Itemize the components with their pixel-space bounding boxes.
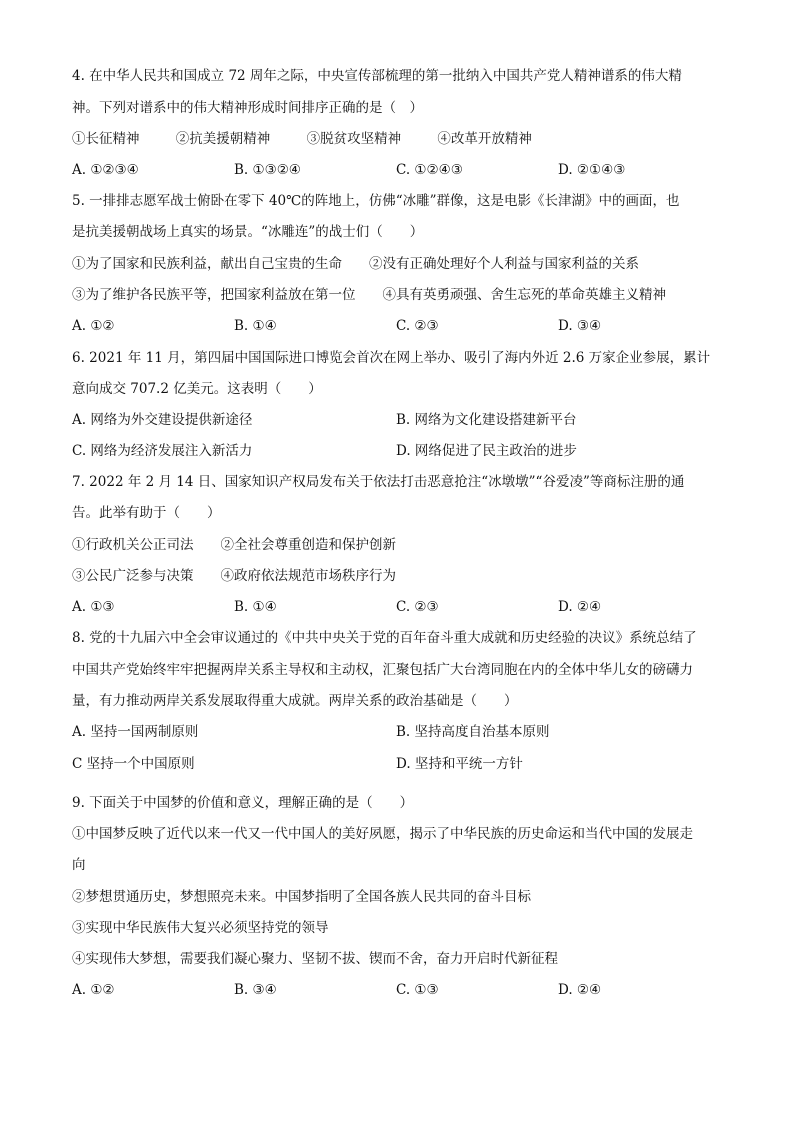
q5-option-a[interactable]: A. ①② xyxy=(72,318,115,334)
q4-option-c[interactable]: C. ①②④③ xyxy=(396,162,463,178)
q9-options xyxy=(72,980,722,1000)
q4-item-2: ②抗美援朝精神 xyxy=(175,131,271,147)
q8-option-a[interactable]: A. 坚持一国两制原则 xyxy=(72,724,199,740)
q4-stem-line2: 神。下列对谱系中的伟大精神形成时间排序正确的是（ ） xyxy=(72,100,423,116)
q8-option-b[interactable]: B. 坚持高度自治基本原则 xyxy=(396,724,550,740)
q7-items-line2: ③公民广泛参与决策 ④政府依法规范市场秩序行为 xyxy=(72,568,396,584)
q8-stem-line1: 8. 党的十九届六中全会审议通过的《中共中央关于党的百年奋斗重大成就和历史经验的决议》系统总结了 xyxy=(72,630,697,646)
q4-items xyxy=(72,129,564,149)
q5-stem-line1: 5. 一排排志愿军战士俯卧在零下 40℃的阵地上，仿佛“冰雕”群像，这是电影《长津湖》中的画面，也 xyxy=(72,193,680,209)
q7-option-b[interactable]: B. ①④ xyxy=(234,599,277,615)
q7-stem-line1: 7. 2022 年 2 月 14 日、国家知识产权局发布关于依法打击恶意抢注“冰墩墩”“谷爱凌”等商标注册的通 xyxy=(72,474,685,490)
q4-stem-line1: 4. 在中华人民共和国成立 72 周年之际，中央宣传部梳理的第一批纳入中国共产党人精神谱系的伟大精 xyxy=(72,68,682,84)
q9-item-1-line1: ①中国梦反映了近代以来一代又一代中国人的美好夙愿，揭示了中华民族的历史命运和当代中国的发展走 xyxy=(72,826,693,842)
q9-option-b[interactable]: B. ③④ xyxy=(234,982,277,998)
q5-option-c[interactable]: C. ②③ xyxy=(396,318,439,334)
q8-option-c[interactable]: C 坚持一个中国原则 xyxy=(72,756,195,772)
q6-option-a[interactable]: A. 网络为外交建设提供新途径 xyxy=(72,412,253,428)
q5-options xyxy=(72,316,722,336)
q4-item-3: ③脱贫攻坚精神 xyxy=(306,131,402,147)
q8-options-row1 xyxy=(72,722,722,742)
q6-option-c[interactable]: C. 网络为经济发展注入新活力 xyxy=(72,443,253,459)
q9-item-2: ②梦想贯通历史，梦想照亮未来。中国梦指明了全国各族人民共同的奋斗目标 xyxy=(72,889,531,905)
q6-options-row2 xyxy=(72,441,722,461)
q9-item-4: ④实现伟大梦想，需要我们凝心聚力、坚韧不拔、锲而不舍，奋力开启时代新征程 xyxy=(72,951,558,967)
q9-option-d[interactable]: D. ②④ xyxy=(558,982,602,998)
q4-item-4: ④改革开放精神 xyxy=(437,131,532,147)
q5-option-b[interactable]: B. ①④ xyxy=(234,318,277,334)
q4-option-b[interactable]: B. ①③②④ xyxy=(234,162,301,178)
q4-option-d[interactable]: D. ②①④③ xyxy=(558,162,626,178)
q6-stem-line2: 意向成交 707.2 亿美元。这表明（ ） xyxy=(72,381,322,397)
q6-stem-line1: 6. 2021 年 11 月，第四届中国国际进口博览会首次在网上举办、吸引了海内外近 2.6 万家企业参展，累计 xyxy=(72,350,711,366)
q8-options-row2 xyxy=(72,754,722,774)
q7-option-d[interactable]: D. ②④ xyxy=(558,599,602,615)
q7-option-c[interactable]: C. ②③ xyxy=(396,599,439,615)
q8-stem-line2: 中国共产党始终牢牢把握两岸关系主导权和主动权，汇聚包括广大台湾同胞在内的全体中华儿女的磅礴力 xyxy=(72,662,693,678)
q9-option-c[interactable]: C. ①③ xyxy=(396,982,439,998)
q7-items-line1: ①行政机关公正司法 ②全社会尊重创造和保护创新 xyxy=(72,537,396,553)
q5-option-d[interactable]: D. ③④ xyxy=(558,318,602,334)
q6-option-d[interactable]: D. 网络促进了民主政治的进步 xyxy=(396,443,577,459)
q5-stem-line2: 是抗美援朝战场上真实的场景。“冰雕连”的战士们（ ） xyxy=(72,224,424,240)
q4-option-a[interactable]: A. ①②③④ xyxy=(72,162,139,178)
q4-options xyxy=(72,160,722,180)
q6-options-row1 xyxy=(72,410,722,430)
q9-option-a[interactable]: A. ①② xyxy=(72,982,115,998)
q7-option-a[interactable]: A. ①③ xyxy=(72,599,115,615)
q8-option-d[interactable]: D. 坚持和平统一方针 xyxy=(396,756,523,772)
q7-stem-line2: 告。此举有助于（ ） xyxy=(72,505,221,521)
q6-option-b[interactable]: B. 网络为文化建设搭建新平台 xyxy=(396,412,577,428)
q9-stem-line1: 9. 下面关于中国梦的价值和意义，理解正确的是（ ） xyxy=(72,795,414,811)
q9-item-3: ③实现中华民族伟大复兴必须坚持党的领导 xyxy=(72,920,329,936)
q7-options xyxy=(72,597,722,617)
q5-items-line2: ③为了维护各民族平等，把国家利益放在第一位 ④具有英勇顽强、舍生忘死的革命英雄主义精神 xyxy=(72,287,666,303)
q4-item-1: ①长征精神 xyxy=(72,131,140,147)
q9-item-1-line2: 向 xyxy=(72,857,86,873)
q8-stem-line3: 量，有力推动两岸关系发展取得重大成就。两岸关系的政治基础是（ ） xyxy=(72,693,518,709)
q5-items-line1: ①为了国家和民族利益，献出自己宝贵的生命 ②没有正确处理好个人利益与国家利益的关系 xyxy=(72,256,639,272)
